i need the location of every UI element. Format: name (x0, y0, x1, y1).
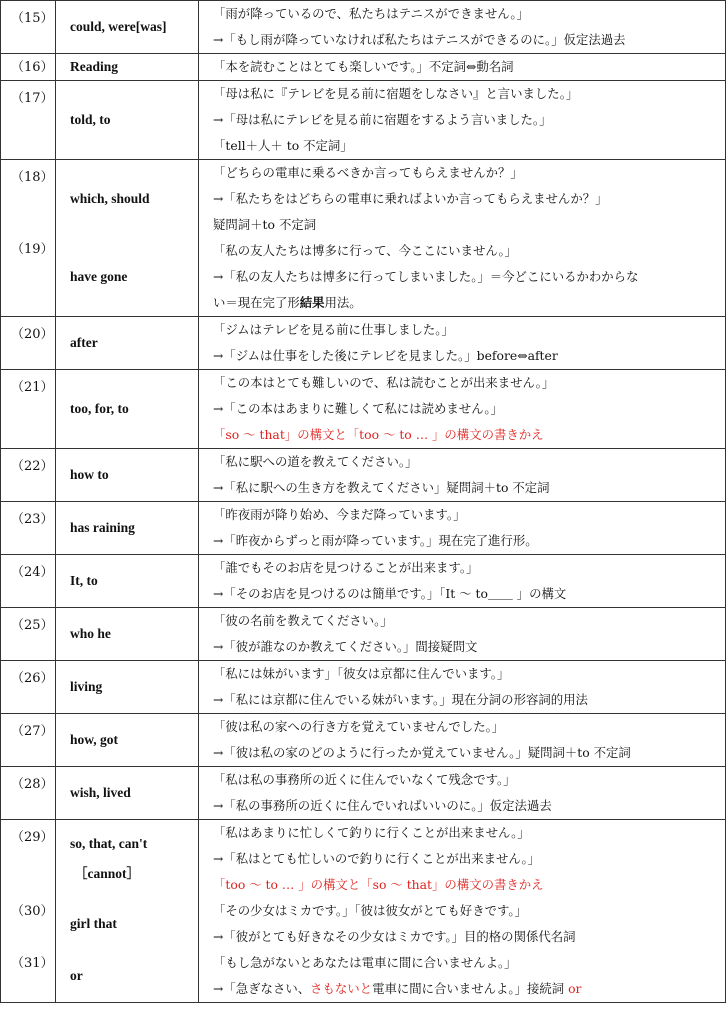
explanation-line (213, 555, 725, 581)
item-number: （19） (11, 242, 54, 257)
explanation-text: →「私たちをはどちらの電車に乗ればよいか言ってもらえませんか？」 (213, 191, 608, 206)
answer-text: how, got (70, 732, 119, 747)
explanation-text: 結果 (299, 295, 325, 310)
explanation-text: →「私に駅への生き方を教えてください」疑問詞＋to 不定詞 (213, 480, 550, 495)
answer-cell (56, 449, 199, 502)
explanation-line (213, 422, 725, 448)
explanation-cell (199, 714, 726, 767)
explanation-cell (199, 160, 726, 317)
explanation-line (213, 370, 725, 396)
explanation-text: →「彼は私の家のどのように行ったか覚えていません。」疑問詞＋to 不定詞 (213, 745, 631, 760)
explanation-text: →「この本はあまりに難しくて私には読めません。」 (213, 401, 503, 416)
explanation-line (213, 976, 725, 1002)
explanation-text: 「彼は私の家への行き方を覚えていませんでした。」 (213, 719, 505, 734)
explanation-text: →「彼が誰なのか教えてください。」間接疑問文 (213, 639, 478, 654)
explanation-text: 「私の友人たちは博多に行って、今ここにいません。」 (213, 243, 518, 258)
table-row (1, 608, 726, 661)
item-number: （31） (11, 956, 54, 971)
explanation-line (213, 820, 725, 846)
answer-cell (56, 661, 199, 714)
table-row (1, 555, 726, 608)
item-number: （30） (11, 904, 54, 919)
answer-text: who he (70, 626, 111, 641)
answer-text: which, should (70, 191, 150, 206)
table-row (1, 449, 726, 502)
table-row (1, 1, 726, 54)
answer-text: living (70, 679, 103, 694)
item-number: （23） (1, 502, 56, 555)
answer-cell (56, 502, 199, 555)
answer-text: has raining (70, 520, 135, 535)
answer-text: after (70, 335, 98, 350)
explanation-cell (199, 317, 726, 370)
explanation-text: →「私の友人たちは博多に行ってしまいました。」＝今どこにいるかわからな (213, 269, 639, 284)
item-number: （17） (1, 81, 56, 160)
item-number: （18） (11, 170, 54, 185)
explanation-line (213, 950, 725, 976)
explanation-line (213, 449, 725, 475)
explanation-line (213, 634, 725, 660)
explanation-line (213, 238, 725, 264)
table-row (1, 160, 726, 317)
explanation-text: →「もし雨が降っていなければ私たちはテニスができるのに。」仮定法過去 (213, 32, 626, 47)
explanation-text: →「ジムは仕事をした後にテレビを見ました。」before⇔after (213, 348, 558, 363)
explanation-text: 「本を読むことはとても楽しいです。」不定詞⇔動名詞 (213, 59, 514, 74)
explanation-text: →「母は私にテレビを見る前に宿題をするよう言いました。」 (213, 112, 552, 127)
item-number: （15） (1, 1, 56, 54)
explanation-line (213, 846, 725, 872)
highlight-text: 「too 〜 to … 」の構文と「so 〜 that」の構文の書きかえ (213, 877, 544, 892)
explanation-text: 「ジムはテレビを見る前に仕事しました。」 (213, 322, 454, 337)
answer-text: too, for, to (70, 401, 129, 416)
item-number-group (1, 160, 56, 317)
explanation-line (213, 160, 725, 186)
explanation-line (213, 133, 725, 159)
explanation-line (213, 872, 725, 898)
explanation-text: →「私の事務所の近くに住んでいればいいのに。」仮定法過去 (213, 798, 552, 813)
explanation-line (213, 212, 725, 238)
explanation-text: →「急ぎなさい、 (213, 981, 311, 996)
answer-cell (56, 820, 199, 1003)
explanation-text: 疑問詞＋to 不定詞 (213, 217, 317, 232)
explanation-line (213, 54, 725, 80)
explanation-text: 「その少女はミカです。」「彼は彼女がとても好きです。」 (213, 903, 527, 918)
explanation-cell (199, 370, 726, 449)
answer-cell (56, 81, 199, 160)
explanation-line (213, 687, 725, 713)
explanation-text: →「そのお店を見つけるのは簡単です。」「It 〜 to＿＿ 」の構文 (213, 586, 567, 601)
answer-text: or (70, 968, 83, 983)
answer-cell (56, 555, 199, 608)
explanation-line (213, 343, 725, 369)
explanation-text: →「私には京都に住んでいる妹がいます。」現在分詞の形容詞的用法 (213, 692, 588, 707)
table-row (1, 661, 726, 714)
answer-text: It, to (70, 573, 98, 588)
answer-text: so, that, can't (70, 836, 148, 851)
explanation-line (213, 27, 725, 53)
table-row (1, 820, 726, 1003)
table-row (1, 714, 726, 767)
answer-text: could, were[was] (70, 19, 167, 34)
explanation-text: 電車に間に合いませんよ。」接続詞 (372, 981, 569, 996)
item-number: （22） (1, 449, 56, 502)
explanation-line (213, 317, 725, 343)
explanation-cell (199, 820, 726, 1003)
item-number: （29） (11, 830, 54, 845)
answer-cell (56, 54, 199, 81)
explanation-line (213, 608, 725, 634)
explanation-text: 「私はあまりに忙しくて釣りに行くことが出来ません。」 (213, 825, 530, 840)
explanation-text: 「私は私の事務所の近くに住んでいなくて残念です。」 (213, 772, 516, 787)
answer-cell (56, 608, 199, 661)
explanation-line (213, 475, 725, 501)
explanation-line (213, 661, 725, 687)
answer-cell (56, 767, 199, 820)
item-number: （20） (1, 317, 56, 370)
item-number: （21） (1, 370, 56, 449)
item-number: （16） (1, 54, 56, 81)
explanation-line (213, 1, 725, 27)
explanation-line (213, 186, 725, 212)
explanation-line (213, 924, 725, 950)
answer-cell (56, 160, 199, 317)
explanation-cell (199, 608, 726, 661)
explanation-line (213, 396, 725, 422)
item-number: （28） (1, 767, 56, 820)
answer-cell (56, 317, 199, 370)
answer-text: told, to (70, 112, 111, 127)
answer-text: girl that (70, 916, 117, 931)
explanation-text: →「彼がとても好きなその少女はミカです。」目的格の関係代名詞 (213, 929, 576, 944)
table-row (1, 502, 726, 555)
explanation-cell (199, 661, 726, 714)
explanation-line (213, 740, 725, 766)
explanation-line (213, 767, 725, 793)
answer-text: Reading (70, 59, 119, 74)
explanation-text: →「私はとても忙しいので釣りに行くことが出来ません。」 (213, 851, 541, 866)
explanation-cell (199, 1, 726, 54)
explanation-cell (199, 767, 726, 820)
item-number: （27） (1, 714, 56, 767)
explanation-line (213, 264, 725, 290)
explanation-line (213, 290, 725, 316)
explanation-text: 「この本はとても難しいので、私は読むことが出来ません。」 (213, 375, 555, 390)
item-number: （24） (1, 555, 56, 608)
answer-text: wish, lived (70, 785, 131, 800)
highlight-text: 「so 〜 that」の構文と「too 〜 to … 」の構文の書きかえ (213, 427, 544, 442)
explanation-text: 「誰でもそのお店を見つけることが出来ます。」 (213, 560, 479, 575)
item-number: （25） (1, 608, 56, 661)
answer-text: have gone (70, 269, 128, 284)
explanation-line (213, 528, 725, 554)
explanation-text: 用法。 (324, 295, 362, 310)
table-row (1, 317, 726, 370)
explanation-line (213, 502, 725, 528)
explanation-text: 「tell＋人＋ to 不定詞」 (213, 138, 353, 153)
answer-text-alt: ［cannot］ (74, 866, 141, 881)
explanation-cell (199, 555, 726, 608)
table-row (1, 54, 726, 81)
explanation-text: 「どちらの電車に乗るべきか言ってもらえませんか？」 (213, 165, 523, 180)
item-number-group (1, 820, 56, 1003)
answer-cell (56, 1, 199, 54)
table-row (1, 370, 726, 449)
explanation-text: 「もし急がないとあなたは電車に間に合いませんよ。」 (213, 955, 517, 970)
explanation-line (213, 107, 725, 133)
explanation-text: 「母は私に『テレビを見る前に宿題をしなさい』と言いました。」 (213, 86, 579, 101)
explanation-text: 「私には妹がいます」「彼女は京都に住んでいます。」 (213, 666, 510, 681)
answer-cell (56, 370, 199, 449)
table-row (1, 767, 726, 820)
explanation-cell (199, 54, 726, 81)
explanation-line (213, 898, 725, 924)
table-row (1, 81, 726, 160)
item-number: （26） (1, 661, 56, 714)
explanation-cell (199, 449, 726, 502)
explanation-cell (199, 502, 726, 555)
explanation-line (213, 793, 725, 819)
explanation-line (213, 81, 725, 107)
explanation-line (213, 714, 725, 740)
explanation-line (213, 581, 725, 607)
explanation-cell (199, 81, 726, 160)
answer-cell (56, 714, 199, 767)
explanation-text: 「昨夜雨が降り始め、今まだ降っています。」 (213, 507, 466, 522)
highlight-text: さもないと (310, 981, 373, 996)
explanation-text: 「私に駅への道を教えてください。」 (213, 454, 418, 469)
explanation-text: い＝現在完了形 (213, 295, 300, 310)
explanation-text: →「昨夜からずっと雨が降っています。」現在完了進行形。 (213, 533, 538, 548)
explanation-text: 「彼の名前を教えてください。」 (213, 613, 393, 628)
highlight-text: or (568, 981, 582, 996)
answer-text: how to (70, 467, 109, 482)
explanation-text: 「雨が降っているので、私たちはテニスができません。」 (213, 6, 529, 21)
